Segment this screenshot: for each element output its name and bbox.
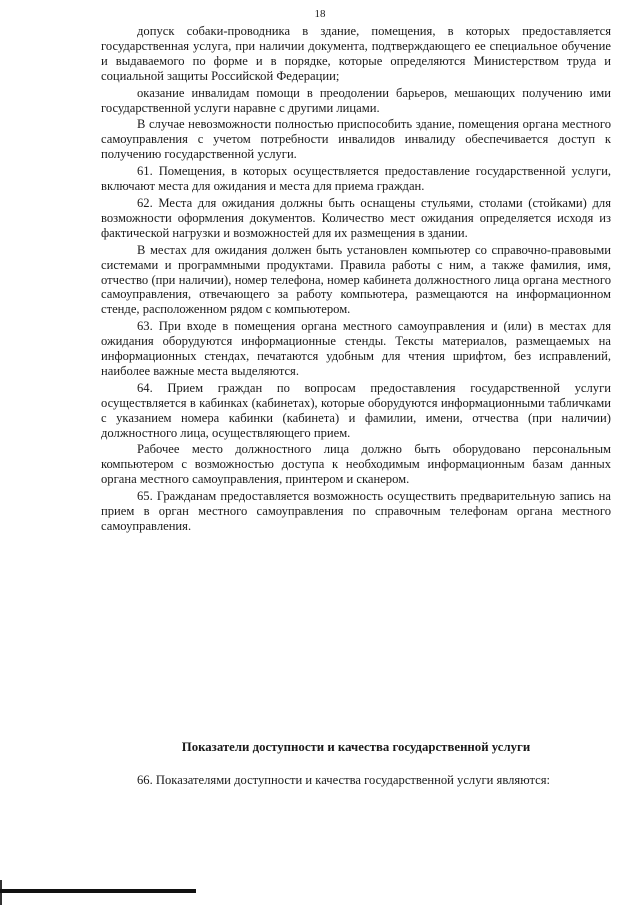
paragraph-61: 61. Помещения, в которых осуществляется предоставление государственной услуги, включают места для ожидания и места для приема граждан.	[101, 164, 611, 194]
paragraph-guide-dog: допуск собаки-проводника в здание, помещения, в которых предоставляется государственная услуга, при наличии документа, подтверждающего ее специальное обучение и выдаваемого по форме и в порядке, которые определяются Министерством труда и социальной защиты Российской Федерации;	[101, 24, 611, 83]
paragraph-64: 64. Прием граждан по вопросам предоставления государственной услуги осуществляется в кабинках (кабинетах), которые оборудуются информационными табличками с указанием номера кабинки (кабинета) и фамилии, имени, отчества (при наличии) должностного лица, осуществляющего прием.	[101, 380, 611, 440]
paragraph-66: 66. Показателями доступности и качества государственной услуги являются:	[137, 773, 550, 787]
paragraph-62: 62. Места для ожидания должны быть оснащены стульями, столами (стойками) для возможности оформления документов. Количество мест ожидания определяется исходя из фактической нагрузки и возможностей для их размещения в здании.	[101, 195, 611, 240]
body-text	[101, 24, 611, 534]
section-heading: Показатели доступности и качества государственной услуги	[181, 740, 531, 754]
paragraph-assistance: оказание инвалидам помощи в преодолении барьеров, мешающих получению ими государственной услуги наравне с другими лицами.	[101, 85, 611, 115]
scan-edge-bottom	[0, 889, 196, 893]
paragraph-computer: В местах для ожидания должен быть установлен компьютер со справочно-правовыми системами и программными продуктами. Правила работы с ним, а также фамилия, имя, отчество (при наличии), номер телефона, номер кабинета должностного лица органа местного самоуправления, отвечающего за работу компьютера, размещаются на информационном стенде, расположенном рядом с компьютером.	[101, 242, 611, 317]
paragraph-access: В случае невозможности полностью приспособить здание, помещения органа местного самоуправления с учетом потребности инвалидов инвалиду обеспечивается доступ к получению государственной услуги.	[101, 117, 611, 162]
page-number: 18	[314, 8, 326, 20]
paragraph-65: 65. Гражданам предоставляется возможность осуществить предварительную запись на прием в орган местного самоуправления по справочным телефонам органа местного самоуправления.	[101, 489, 611, 533]
paragraph-workplace: Рабочее место должностного лица должно быть оборудовано персональным компьютером с возможностью доступа к необходимым информационным базам данных органа местного самоуправления, принтером и сканером.	[101, 442, 611, 487]
paragraph-63: 63. При входе в помещения органа местного самоуправления и (или) в местах для ожидания оборудуются информационные стенды. Тексты материалов, размещаемых на информационных стендах, печатаются удобным для чтения шрифтом, без исправлений, наиболее важные места выделяются.	[101, 319, 611, 378]
